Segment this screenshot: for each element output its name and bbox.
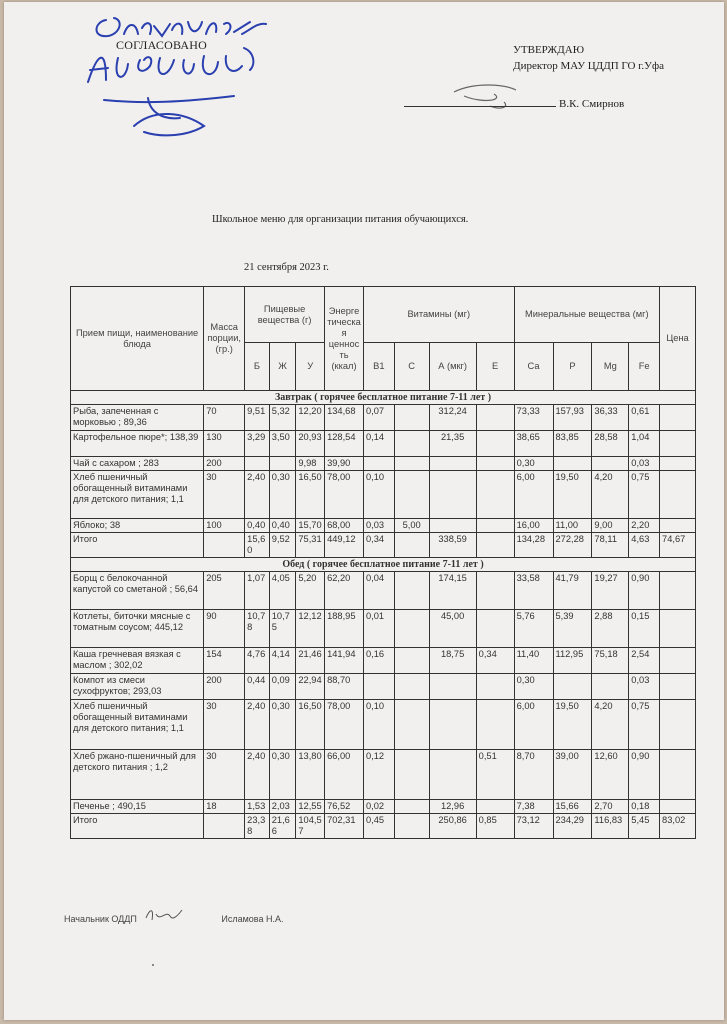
col-minerals: Минеральные вещества (мг) [514, 287, 659, 343]
cell-name: Яблоко; 38 [71, 519, 204, 533]
cell-ca: 16,00 [514, 519, 553, 533]
cell-ca: 73,12 [514, 814, 553, 839]
cell-fe: 0,03 [629, 457, 660, 471]
cell-c [394, 572, 429, 610]
cell-price [660, 800, 696, 814]
cell-u: 9,98 [296, 457, 325, 471]
cell-c [394, 750, 429, 800]
cell-fe: 2,54 [629, 648, 660, 674]
cell-name: Компот из смеси сухофруктов; 293,03 [71, 674, 204, 700]
cell-b: 1,07 [245, 572, 270, 610]
col-mass: Масса порции, (гр.) [204, 287, 245, 391]
cell-e [476, 457, 514, 471]
cell-ca: 134,28 [514, 533, 553, 558]
director-signature [434, 74, 554, 114]
total-row [71, 533, 696, 558]
cell-b1: 0,01 [363, 610, 394, 648]
cell-p: 15,66 [553, 800, 592, 814]
cell-c [394, 471, 429, 519]
cell-mass: 30 [204, 750, 245, 800]
cell-b: 10,78 [245, 610, 270, 648]
cell-fe: 0,75 [629, 471, 660, 519]
table-row [71, 431, 696, 457]
cell-p [553, 457, 592, 471]
footer-post: Начальник ОДДП [64, 914, 137, 924]
menu-date: 21 сентября 2023 г. [244, 262, 329, 273]
cell-mass: 70 [204, 405, 245, 431]
table-row [71, 700, 696, 750]
cell-b: 23,38 [245, 814, 270, 839]
cell-u: 15,70 [296, 519, 325, 533]
cell-ca: 73,33 [514, 405, 553, 431]
cell-b1: 0,07 [363, 405, 394, 431]
cell-e [476, 800, 514, 814]
cell-price [660, 471, 696, 519]
cell-zh: 0,09 [269, 674, 296, 700]
cell-p: 112,95 [553, 648, 592, 674]
cell-mg: 19,27 [592, 572, 629, 610]
cell-zh: 4,14 [269, 648, 296, 674]
cell-price [660, 674, 696, 700]
cell-price [660, 610, 696, 648]
cell-b: 2,40 [245, 750, 270, 800]
cell-mg: 78,11 [592, 533, 629, 558]
cell-c [394, 648, 429, 674]
cell-mass: 130 [204, 431, 245, 457]
col-zh: Ж [269, 343, 296, 391]
cell-fe: 0,90 [629, 750, 660, 800]
cell-e: 0,85 [476, 814, 514, 839]
cell-fe: 4,63 [629, 533, 660, 558]
cell-energy: 134,68 [325, 405, 364, 431]
cell-a [429, 457, 476, 471]
cell-b1 [363, 674, 394, 700]
total-row [71, 814, 696, 839]
cell-p: 5,39 [553, 610, 592, 648]
cell-energy: 128,54 [325, 431, 364, 457]
table-row [71, 610, 696, 648]
cell-ca: 5,76 [514, 610, 553, 648]
cell-mass: 200 [204, 457, 245, 471]
cell-price: 74,67 [660, 533, 696, 558]
cell-b: 3,29 [245, 431, 270, 457]
cell-name: Хлеб ржано-пшеничный для детского питания ; 1,2 [71, 750, 204, 800]
cell-u: 21,46 [296, 648, 325, 674]
col-meal: Прием пищи, наименование блюда [71, 287, 204, 391]
cell-mass [204, 814, 245, 839]
cell-e [476, 610, 514, 648]
cell-zh: 0,30 [269, 750, 296, 800]
cell-b1 [363, 457, 394, 471]
cell-e [476, 471, 514, 519]
cell-c [394, 610, 429, 648]
footer-name: Исламова Н.А. [221, 914, 284, 924]
cell-ca: 0,30 [514, 457, 553, 471]
col-u: У [296, 343, 325, 391]
cell-ca: 11,40 [514, 648, 553, 674]
cell-energy: 88,70 [325, 674, 364, 700]
cell-p: 41,79 [553, 572, 592, 610]
cell-zh [269, 457, 296, 471]
cell-u: 12,55 [296, 800, 325, 814]
cell-c [394, 674, 429, 700]
cell-a: 312,24 [429, 405, 476, 431]
cell-zh: 10,75 [269, 610, 296, 648]
col-c: C [394, 343, 429, 391]
cell-p: 157,93 [553, 405, 592, 431]
table-row [71, 674, 696, 700]
cell-a: 18,75 [429, 648, 476, 674]
cell-b: 0,44 [245, 674, 270, 700]
cell-a [429, 519, 476, 533]
col-ca: Са [514, 343, 553, 391]
cell-energy: 62,20 [325, 572, 364, 610]
col-mg: Mg [592, 343, 629, 391]
cell-fe: 1,04 [629, 431, 660, 457]
cell-e [476, 519, 514, 533]
cell-b1: 0,16 [363, 648, 394, 674]
cell-zh: 2,03 [269, 800, 296, 814]
cell-price [660, 457, 696, 471]
document-title: Школьное меню для организации питания обучающихся. [212, 214, 469, 225]
col-price: Цена [660, 287, 696, 391]
cell-name: Борщ с белокочанной капустой со сметаной ; 56,64 [71, 572, 204, 610]
cell-u: 20,93 [296, 431, 325, 457]
cell-mg: 116,83 [592, 814, 629, 839]
cell-e [476, 700, 514, 750]
cell-b1: 0,14 [363, 431, 394, 457]
cell-name: Котлеты, биточки мясные с томатным соусом; 445,12 [71, 610, 204, 648]
cell-mass [204, 533, 245, 558]
cell-c [394, 457, 429, 471]
cell-fe: 0,75 [629, 700, 660, 750]
cell-energy: 78,00 [325, 471, 364, 519]
col-b1: B1 [363, 343, 394, 391]
cell-e: 0,34 [476, 648, 514, 674]
col-vitamins: Витамины (мг) [363, 287, 514, 343]
cell-mass: 30 [204, 700, 245, 750]
approval-stamp-handwriting [84, 8, 274, 158]
cell-fe: 5,45 [629, 814, 660, 839]
section-header [71, 391, 696, 405]
cell-c [394, 814, 429, 839]
cell-b1: 0,02 [363, 800, 394, 814]
cell-price [660, 431, 696, 457]
cell-a: 174,15 [429, 572, 476, 610]
cell-c: 5,00 [394, 519, 429, 533]
approve-label: УТВЕРЖДАЮ [513, 44, 584, 56]
cell-e [476, 405, 514, 431]
col-nutrients: Пищевые вещества (г) [245, 287, 325, 343]
cell-b1: 0,12 [363, 750, 394, 800]
cell-p: 11,00 [553, 519, 592, 533]
cell-mg: 4,20 [592, 471, 629, 519]
cell-price [660, 519, 696, 533]
cell-ca: 8,70 [514, 750, 553, 800]
cell-a [429, 700, 476, 750]
cell-ca: 7,38 [514, 800, 553, 814]
cell-energy: 78,00 [325, 700, 364, 750]
cell-a: 21,35 [429, 431, 476, 457]
cell-b: 2,40 [245, 700, 270, 750]
cell-mass: 18 [204, 800, 245, 814]
cell-zh: 3,50 [269, 431, 296, 457]
cell-mg [592, 674, 629, 700]
cell-ca: 6,00 [514, 471, 553, 519]
table-row [71, 519, 696, 533]
table-row [71, 405, 696, 431]
cell-b: 9,51 [245, 405, 270, 431]
cell-mg: 2,70 [592, 800, 629, 814]
section-title: Завтрак ( горячее бесплатное питание 7-11 лет ) [71, 391, 696, 405]
cell-a [429, 750, 476, 800]
cell-ca: 6,00 [514, 700, 553, 750]
cell-b: 0,40 [245, 519, 270, 533]
cell-fe: 0,03 [629, 674, 660, 700]
col-a: А (мкг) [429, 343, 476, 391]
cell-p: 234,29 [553, 814, 592, 839]
cell-u: 75,31 [296, 533, 325, 558]
cell-fe: 0,90 [629, 572, 660, 610]
cell-e [476, 572, 514, 610]
cell-e [476, 533, 514, 558]
cell-p: 83,85 [553, 431, 592, 457]
cell-mg: 36,33 [592, 405, 629, 431]
cell-energy: 141,94 [325, 648, 364, 674]
table-row [71, 457, 696, 471]
cell-price [660, 700, 696, 750]
cell-mg: 4,20 [592, 700, 629, 750]
cell-energy: 68,00 [325, 519, 364, 533]
cell-p: 19,50 [553, 700, 592, 750]
cell-u: 16,50 [296, 700, 325, 750]
cell-p: 19,50 [553, 471, 592, 519]
cell-a [429, 674, 476, 700]
cell-b: 2,40 [245, 471, 270, 519]
cell-a: 338,59 [429, 533, 476, 558]
cell-price [660, 405, 696, 431]
cell-u: 5,20 [296, 572, 325, 610]
cell-mg: 75,18 [592, 648, 629, 674]
cell-price: 83,02 [660, 814, 696, 839]
paper-speck [152, 964, 154, 966]
cell-a: 45,00 [429, 610, 476, 648]
cell-b1: 0,10 [363, 700, 394, 750]
cell-mg: 2,88 [592, 610, 629, 648]
cell-u: 12,20 [296, 405, 325, 431]
cell-zh: 4,05 [269, 572, 296, 610]
cell-b: 4,76 [245, 648, 270, 674]
menu-table-body [71, 391, 696, 839]
cell-fe: 0,15 [629, 610, 660, 648]
cell-e [476, 674, 514, 700]
cell-name: Рыба, запеченная с морковью ; 89,36 [71, 405, 204, 431]
cell-price [660, 572, 696, 610]
cell-c [394, 800, 429, 814]
col-fe: Fe [629, 343, 660, 391]
cell-mass: 154 [204, 648, 245, 674]
cell-b [245, 457, 270, 471]
cell-mg: 28,58 [592, 431, 629, 457]
cell-e [476, 431, 514, 457]
cell-energy: 702,31 [325, 814, 364, 839]
cell-mg [592, 457, 629, 471]
section-header [71, 558, 696, 572]
cell-zh: 0,40 [269, 519, 296, 533]
cell-mass: 205 [204, 572, 245, 610]
cell-c [394, 533, 429, 558]
cell-energy: 39,90 [325, 457, 364, 471]
cell-name: Итого [71, 533, 204, 558]
approval-block [434, 42, 664, 74]
table-row [71, 800, 696, 814]
cell-zh: 9,52 [269, 533, 296, 558]
cell-u: 12,12 [296, 610, 325, 648]
director-name: В.К. Смирнов [559, 98, 625, 110]
cell-u: 104,57 [296, 814, 325, 839]
cell-b1: 0,34 [363, 533, 394, 558]
cell-price [660, 648, 696, 674]
cell-energy: 449,12 [325, 533, 364, 558]
cell-u: 16,50 [296, 471, 325, 519]
section-title: Обед ( горячее бесплатное питание 7-11 лет ) [71, 558, 696, 572]
cell-zh: 5,32 [269, 405, 296, 431]
table-row [71, 471, 696, 519]
cell-zh: 21,66 [269, 814, 296, 839]
col-energy: Энергетическая ценность (ккал) [325, 287, 364, 391]
cell-mass: 30 [204, 471, 245, 519]
cell-a: 12,96 [429, 800, 476, 814]
cell-mass: 90 [204, 610, 245, 648]
document-page [4, 2, 724, 1020]
cell-mg: 9,00 [592, 519, 629, 533]
cell-c [394, 405, 429, 431]
cell-ca: 38,65 [514, 431, 553, 457]
cell-energy: 76,52 [325, 800, 364, 814]
table-row [71, 572, 696, 610]
cell-ca: 0,30 [514, 674, 553, 700]
cell-name: Каша гречневая вязкая с маслом ; 302,02 [71, 648, 204, 674]
cell-e: 0,51 [476, 750, 514, 800]
cell-mg: 12,60 [592, 750, 629, 800]
cell-p: 39,00 [553, 750, 592, 800]
table-row [71, 648, 696, 674]
col-b: Б [245, 343, 270, 391]
footer-signature [142, 904, 186, 926]
cell-fe: 2,20 [629, 519, 660, 533]
agreed-label: СОГЛАСОВАНО [116, 38, 208, 52]
cell-zh: 0,30 [269, 471, 296, 519]
cell-b1: 0,04 [363, 572, 394, 610]
cell-mass: 200 [204, 674, 245, 700]
cell-fe: 0,18 [629, 800, 660, 814]
cell-name: Чай с сахаром ; 283 [71, 457, 204, 471]
cell-energy: 66,00 [325, 750, 364, 800]
cell-b: 15,60 [245, 533, 270, 558]
cell-a: 250,86 [429, 814, 476, 839]
cell-c [394, 700, 429, 750]
cell-u: 22,94 [296, 674, 325, 700]
col-e: Е [476, 343, 514, 391]
cell-name: Печенье ; 490,15 [71, 800, 204, 814]
cell-a [429, 471, 476, 519]
cell-name: Хлеб пшеничный обогащенный витаминами для детского питания; 1,1 [71, 700, 204, 750]
cell-name: Итого [71, 814, 204, 839]
cell-b1: 0,10 [363, 471, 394, 519]
cell-b: 1,53 [245, 800, 270, 814]
cell-u: 13,80 [296, 750, 325, 800]
col-p: Р [553, 343, 592, 391]
cell-name: Картофельное пюре*; 138,39 [71, 431, 204, 457]
cell-mass: 100 [204, 519, 245, 533]
signature-line [404, 106, 556, 107]
cell-zh: 0,30 [269, 700, 296, 750]
approve-post: Директор МАУ ЦДДП ГО г.Уфа [513, 60, 664, 72]
table-row [71, 750, 696, 800]
cell-energy: 188,95 [325, 610, 364, 648]
cell-b1: 0,45 [363, 814, 394, 839]
cell-price [660, 750, 696, 800]
cell-p: 272,28 [553, 533, 592, 558]
cell-p [553, 674, 592, 700]
cell-fe: 0,61 [629, 405, 660, 431]
cell-b1: 0,03 [363, 519, 394, 533]
menu-table [70, 286, 696, 839]
cell-c [394, 431, 429, 457]
cell-ca: 33,58 [514, 572, 553, 610]
cell-name: Хлеб пшеничный обогащенный витаминами для детского питания; 1,1 [71, 471, 204, 519]
